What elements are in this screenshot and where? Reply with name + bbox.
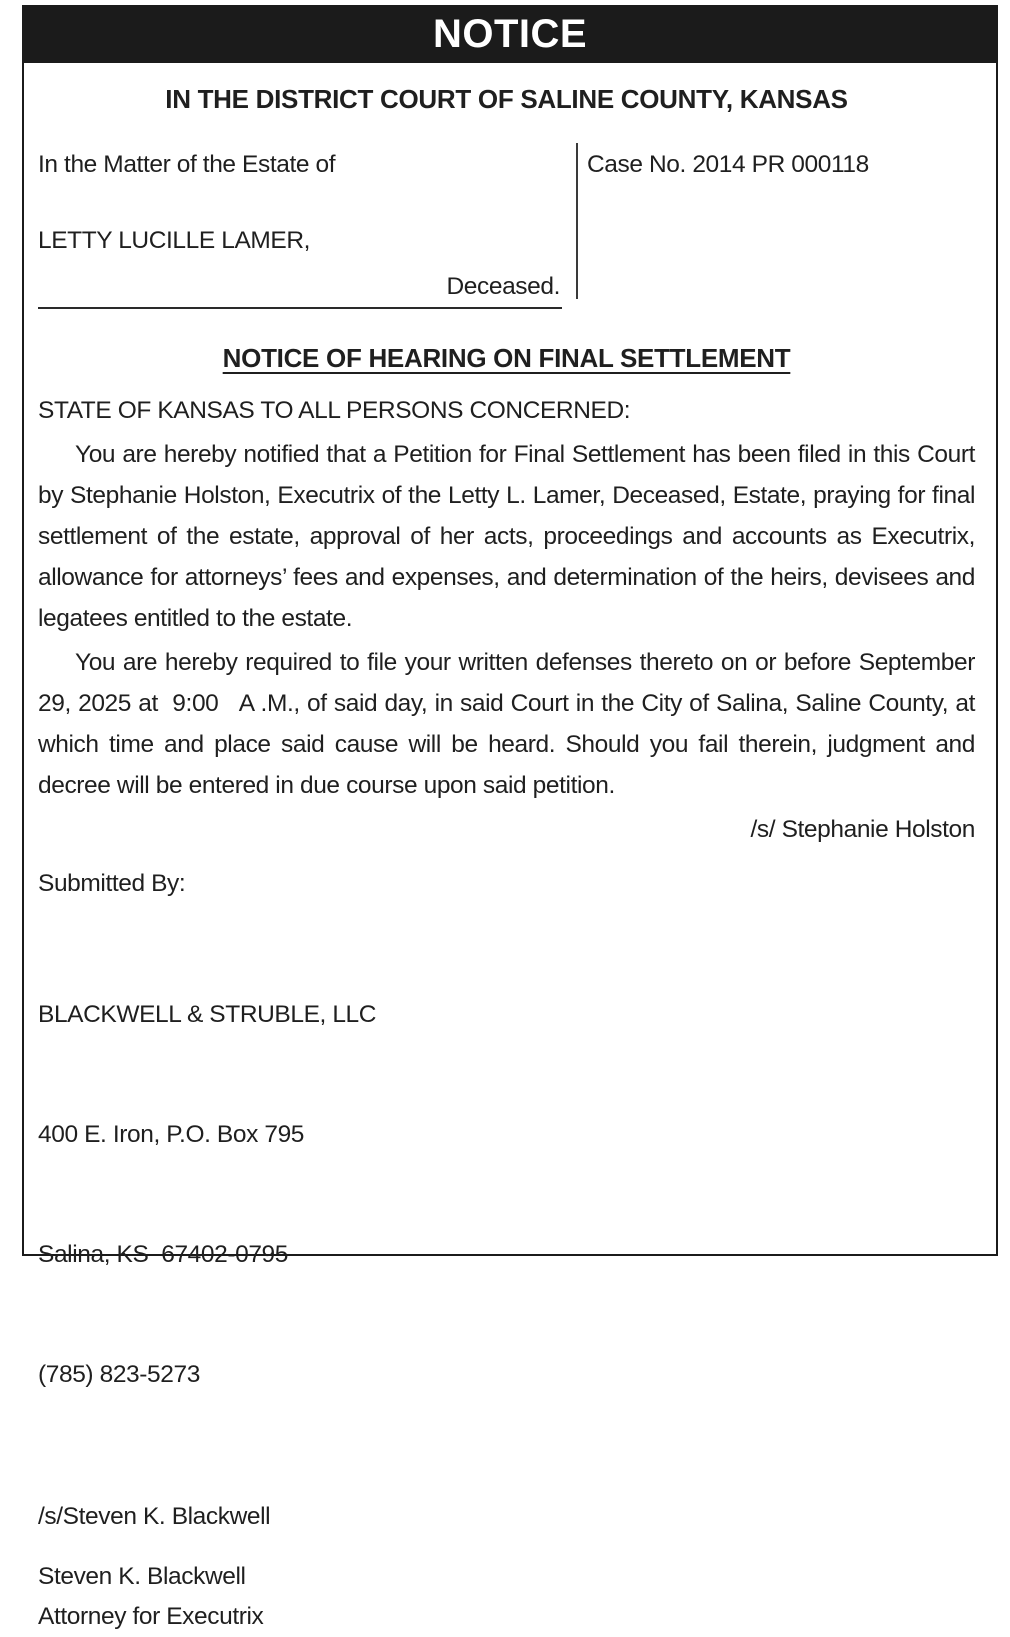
deceased-label: Deceased. xyxy=(446,273,560,300)
firm-name: BLACKWELL & STRUBLE, LLC xyxy=(38,1001,377,1028)
caption-matter-line: In the Matter of the Estate of xyxy=(38,151,336,178)
case-caption xyxy=(38,149,975,311)
caption-divider xyxy=(576,143,578,299)
attorney-title: Attorney for Executrix xyxy=(38,1603,264,1630)
caption-left-column xyxy=(38,149,562,309)
executrix-signature: /s/ Stephanie Holston xyxy=(750,816,975,843)
court-title: IN THE DISTRICT COURT OF SALINE COUNTY, KANSAS xyxy=(165,84,848,114)
attorney-block xyxy=(38,1557,975,1637)
submitted-by-label: Submitted By: xyxy=(38,870,186,897)
firm-address-line-1: 400 E. Iron, P.O. Box 795 xyxy=(38,1121,305,1148)
notice-banner: NOTICE xyxy=(24,5,996,63)
attorney-signature: /s/Steven K. Blackwell xyxy=(38,1503,271,1530)
estate-name: LETTY LUCILLE LAMER, xyxy=(38,227,311,254)
firm-address-line-2: Salina, KS 67402-0795 xyxy=(38,1241,289,1268)
notice-box xyxy=(22,5,998,1630)
body-paragraph-1: You are hereby notified that a Petition for Final Settlement has been filed in this Court by Stephanie Holston, Executrix of the Letty L. Lamer, Deceased, Estate, praying for final settlement of the estate, approval of her acts, proceedings and accounts as Executrix, allowance for attorneys’ fees and expenses, and determination of the heirs, devisees and legatees entitled to the estate. xyxy=(38,441,982,632)
firm-phone: (785) 823-5273 xyxy=(38,1361,200,1388)
section-heading: NOTICE OF HEARING ON FINAL SETTLEMENT xyxy=(222,343,791,373)
firm-block xyxy=(38,915,975,1475)
salutation: STATE OF KANSAS TO ALL PERSONS CONCERNED: xyxy=(38,397,631,424)
attorney-name: Steven K. Blackwell xyxy=(38,1563,246,1590)
case-number: Case No. 2014 PR 000118 xyxy=(587,151,869,178)
notice-body xyxy=(24,84,996,1637)
body-paragraph-2: You are hereby required to file your written defenses thereto on or before September 29, 2025 at 9:00 A .M., of said day, in said Court in the City of Salina, Saline County, at which time and place said cause will be heard. Should you fail therein, judgment and decree will be entered in due course upon said petition. xyxy=(38,649,982,799)
